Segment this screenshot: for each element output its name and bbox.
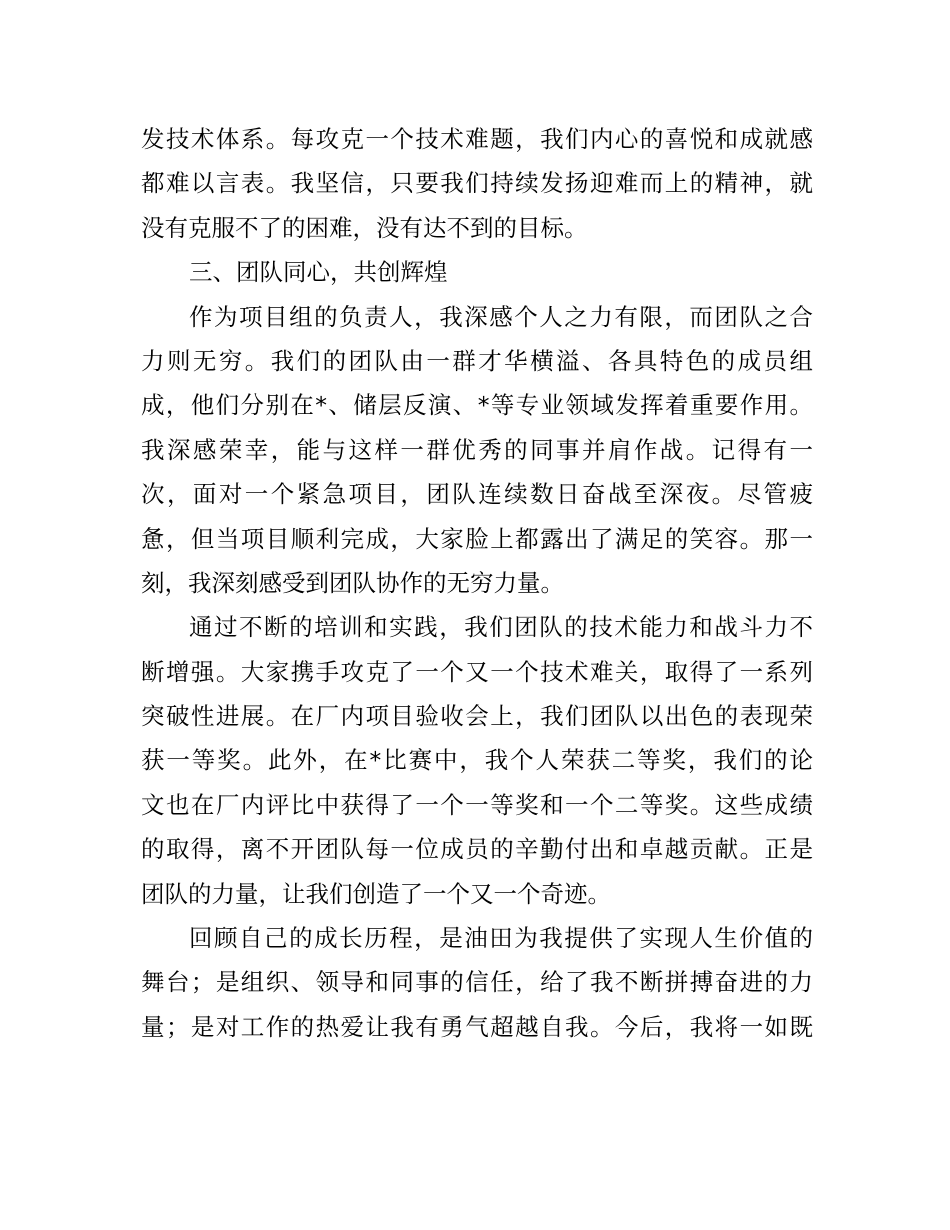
document-body [141, 117, 813, 1049]
text-line: 刻，我深刻感受到团队协作的无穷力量。 [141, 568, 564, 597]
text-line: 没有克服不了的困难，没有达不到的目标。 [141, 213, 588, 242]
text-line: 量；是对工作的热爱让我有勇气超越自我。今后，我将一如既 [141, 1012, 813, 1041]
text-line: 惫，但当项目顺利完成，大家脸上都露出了满足的笑容。那一 [141, 524, 813, 553]
text-line: 通过不断的培训和实践，我们团队的技术能力和战斗力不 [189, 613, 813, 642]
text-line: 团队的力量，让我们创造了一个又一个奇迹。 [141, 879, 611, 908]
text-line: 次，面对一个紧急项目，团队连续数日奋战至深夜。尽管疲 [141, 480, 813, 509]
text-line: 我深感荣幸，能与这样一群优秀的同事并肩作战。记得有一 [141, 435, 813, 464]
text-line: 都难以言表。我坚信，只要我们持续发扬迎难而上的精神，就 [141, 169, 813, 198]
text-line: 发技术体系。每攻克一个技术难题，我们内心的喜悦和成就感 [141, 125, 813, 153]
text-line: 成，他们分别在*、储层反演、*等专业领域发挥着重要作用。 [141, 391, 813, 420]
text-line: 舞台；是组织、领导和同事的信任，给了我不断拼搏奋进的力 [141, 968, 813, 997]
text-line: 获一等奖。此外，在*比赛中，我个人荣获二等奖，我们的论 [141, 746, 813, 775]
section-heading: 三、团队同心，共创辉煌 [189, 258, 448, 287]
text-line: 断增强。大家携手攻克了一个又一个技术难关，取得了一系列 [141, 657, 813, 686]
text-line: 力则无穷。我们的团队由一群才华横溢、各具特色的成员组 [141, 346, 813, 375]
text-line: 回顾自己的成长历程，是油田为我提供了实现人生价值的 [189, 924, 813, 953]
text-line: 文也在厂内评比中获得了一个一等奖和一个二等奖。这些成绩 [141, 790, 813, 819]
text-line: 突破性进展。在厂内项目验收会上，我们团队以出色的表现荣 [141, 702, 813, 731]
text-line: 的取得，离不开团队每一位成员的辛勤付出和卓越贡献。正是 [141, 835, 813, 864]
text-line: 作为项目组的负责人，我深感个人之力有限，而团队之合 [189, 302, 813, 331]
